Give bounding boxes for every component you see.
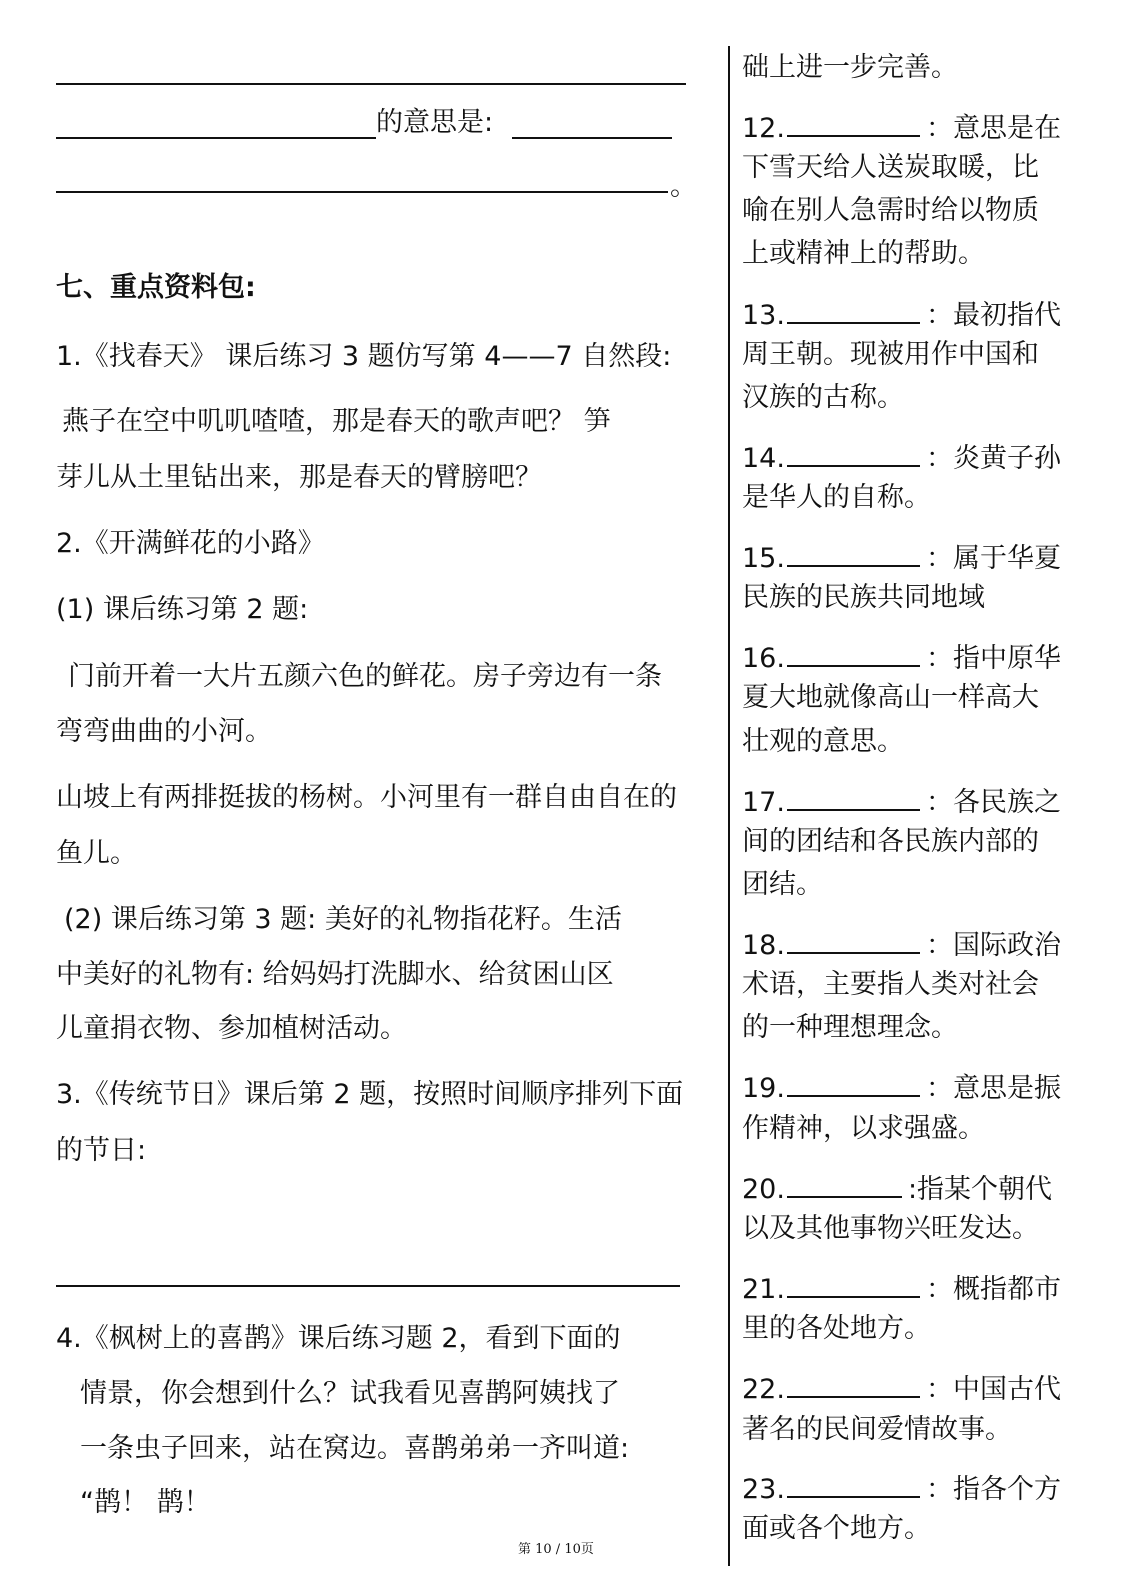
item-12 (742, 109, 1061, 146)
item-text: 喻在别人急需时给以物质 (742, 195, 1039, 226)
item-text: 的一种理想理念。 (742, 1012, 958, 1043)
item-number: 15. (742, 543, 785, 574)
item-text: ：最初指代 (925, 300, 1061, 331)
item-text: 里的各处地方。 (742, 1313, 931, 1344)
item2-line: 鱼儿。 (56, 838, 137, 869)
answer-blank (787, 926, 920, 954)
item-text: ：炎黄子孙 (925, 443, 1061, 474)
item-number: 23. (742, 1474, 785, 1505)
item4-line: 一条虫子回来，站在窝边。喜鹊弟弟一齐叫道: (80, 1433, 630, 1464)
answer-blank (787, 1470, 920, 1498)
answer-blank (787, 539, 920, 567)
item1-line: 燕子在空中叽叽喳喳，那是春天的歌声吧？ 笋 (62, 406, 611, 437)
item-text: 间的团结和各民族内部的 (742, 826, 1039, 857)
answer-line (56, 191, 668, 193)
item2-sub2-line: (2) 课后练习第 3 题: 美好的礼物指花籽。生活 (64, 904, 622, 935)
item-number: 19. (742, 1073, 785, 1104)
answer-blank (787, 439, 920, 467)
item-number: 22. (742, 1374, 785, 1405)
item-text: 面或各个地方。 (742, 1513, 931, 1544)
item3-line: 3.《传统节日》课后第 2 题，按照时间顺序排列下面 (56, 1079, 684, 1110)
item4-line: 4.《枫树上的喜鹊》课后练习题 2，看到下面的 (56, 1323, 621, 1354)
item-text: 周王朝。现被用作中国和 (742, 339, 1039, 370)
item-22 (742, 1370, 1061, 1407)
item2-sub1: (1) 课后练习第 2 题: (56, 594, 309, 625)
item-text: ：指中原华 (925, 643, 1061, 674)
item-text: 汉族的古称。 (742, 382, 904, 413)
column-divider (728, 46, 730, 1566)
item-20 (742, 1170, 1052, 1207)
answer-blank (787, 109, 920, 137)
item2-line: 弯弯曲曲的小河。 (56, 716, 272, 747)
item-18 (742, 926, 1061, 963)
item-23 (742, 1470, 1061, 1507)
item-14 (742, 439, 1061, 476)
item-text: ：概指都市 (925, 1274, 1061, 1305)
item4-line: 情景，你会想到什么？试我看见喜鹊阿姨找了 (80, 1378, 620, 1409)
answer-blank (787, 1170, 902, 1198)
item-17 (742, 783, 1061, 820)
item2-line: 门前开着一大片五颜六色的鲜花。房子旁边有一条 (68, 661, 662, 692)
answer-blank (56, 137, 376, 139)
meaning-label: 的意思是: (376, 107, 494, 138)
item-text: 团结。 (742, 869, 823, 900)
item-text: 夏大地就像高山一样高大 (742, 682, 1039, 713)
item-15 (742, 539, 1061, 576)
item-text: :指某个朝代 (907, 1174, 1053, 1205)
item-text: 上或精神上的帮助。 (742, 238, 985, 269)
answer-blank (787, 1069, 920, 1097)
answer-blank (512, 137, 672, 139)
item-text: 下雪天给人送炭取暖，比 (742, 152, 1039, 183)
item-number: 13. (742, 300, 785, 331)
answer-blank (787, 1370, 920, 1398)
item-19 (742, 1069, 1061, 1106)
answer-blank (787, 1270, 920, 1298)
item-text: 术语，主要指人类对社会 (742, 969, 1039, 1000)
item2-line: 山坡上有两排挺拔的杨树。小河里有一群自由自在的 (56, 782, 677, 813)
answer-blank (787, 639, 920, 667)
item1-title: 1.《找春天》 课后练习 3 题仿写第 4——7 自然段: (56, 341, 672, 372)
period: 。 (670, 171, 697, 202)
item2-title: 2.《开满鲜花的小路》 (56, 528, 325, 559)
item1-line: 芽儿从土里钻出来，那是春天的臂膀吧？ (56, 462, 542, 493)
item-text: 作精神，以求强盛。 (742, 1113, 985, 1144)
item-16 (742, 639, 1061, 676)
item-text: ：指各个方 (925, 1474, 1061, 1505)
page-number: 第 10 / 10页 (518, 1542, 594, 1557)
item4-line: “鹊！ 鹊！ (80, 1487, 211, 1518)
item-number: 14. (742, 443, 785, 474)
answer-line (56, 1285, 680, 1287)
item-21 (742, 1270, 1061, 1307)
continued-line: 础上进一步完善。 (742, 52, 958, 83)
item2-sub2-line: 儿童捐衣物、参加植树活动。 (56, 1013, 407, 1044)
answer-line (56, 83, 686, 85)
item-text: ：各民族之 (925, 787, 1061, 818)
item-number: 17. (742, 787, 785, 818)
item-number: 12. (742, 113, 785, 144)
item-number: 16. (742, 643, 785, 674)
item-text: ：意思是在 (925, 113, 1061, 144)
item-text: 壮观的意思。 (742, 726, 904, 757)
item-number: 20. (742, 1174, 785, 1205)
item-number: 21. (742, 1274, 785, 1305)
item-text: 是华人的自称。 (742, 482, 931, 513)
answer-blank (787, 296, 920, 324)
item-13 (742, 296, 1061, 333)
item2-sub2-line: 中美好的礼物有: 给妈妈打洗脚水、给贫困山区 (56, 959, 614, 990)
item-text: ：属于华夏 (925, 543, 1061, 574)
item-text: ：中国古代 (925, 1374, 1061, 1405)
item-text: 以及其他事物兴旺发达。 (742, 1213, 1039, 1244)
item3-line: 的节日: (56, 1135, 147, 1166)
answer-blank (787, 783, 920, 811)
item-text: ：国际政治 (925, 930, 1061, 961)
item-number: 18. (742, 930, 785, 961)
item-text: ：意思是振 (925, 1073, 1061, 1104)
section-title: 七、重点资料包: (56, 272, 256, 303)
item-text: 著名的民间爱情故事。 (742, 1414, 1012, 1445)
item-text: 民族的民族共同地域 (742, 582, 985, 613)
